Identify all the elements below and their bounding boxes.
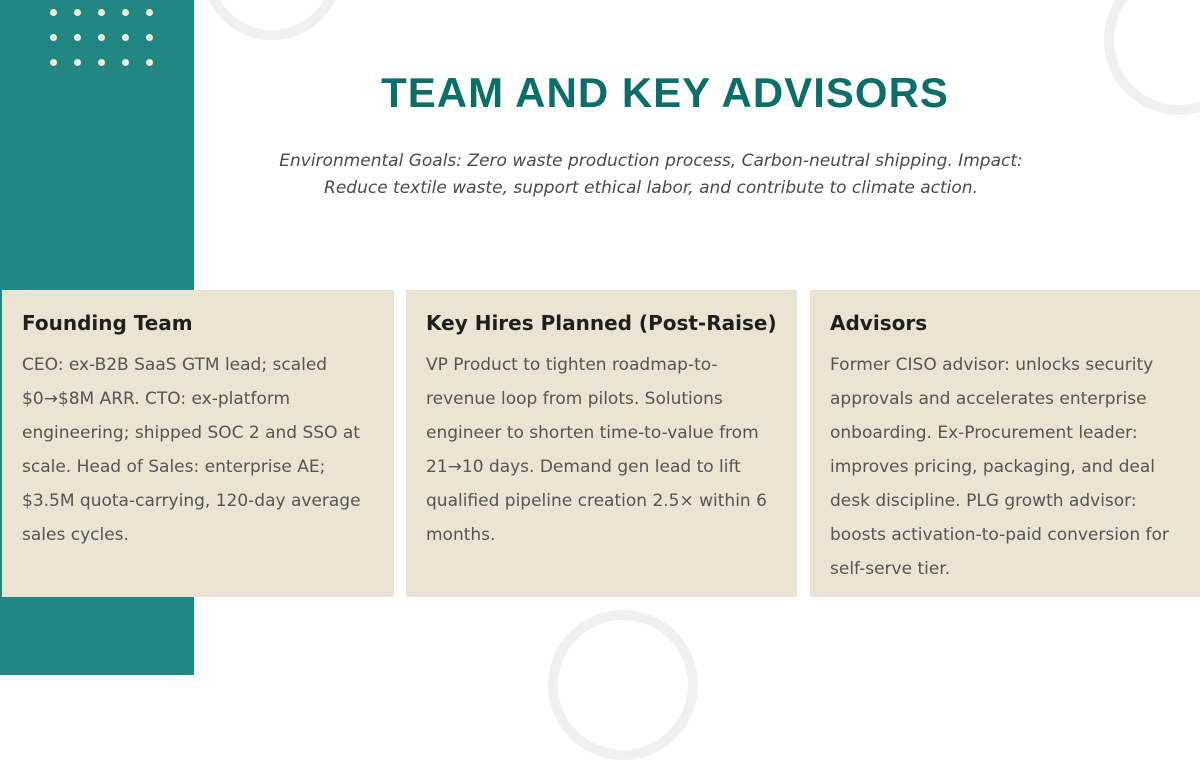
dot xyxy=(50,59,57,66)
card-body: CEO: ex-B2B SaaS GTM lead; scaled $0→$8M ARR. CTO: ex-platform engineering; shipped SOC 2 and SSO at scale. Head of Sales: enterprise AE; $3.5M quota-carrying, 120-day average sales cycles. xyxy=(22,355,361,545)
ring-decoration-top xyxy=(202,0,342,40)
slide-title: TEAM AND KEY ADVISORS xyxy=(381,69,949,116)
dot xyxy=(122,9,129,16)
dot xyxy=(146,34,153,41)
dot xyxy=(74,34,81,41)
card-body: VP Product to tighten roadmap-to-revenue loop from pilots. Solutions engineer to shorten time-to-value from 21→10 days. Demand gen lead to lift qualified pipeline creation 2.5× within 6 months. xyxy=(426,355,767,545)
card-heading: Advisors xyxy=(830,311,928,335)
founding-team-card xyxy=(2,290,394,597)
card-heading: Key Hires Planned (Post-Raise) xyxy=(426,311,777,335)
dot xyxy=(122,59,129,66)
dot xyxy=(98,9,105,16)
dot xyxy=(50,34,57,41)
key-hires-card xyxy=(406,290,797,597)
slide-subtitle: Environmental Goals: Zero waste production process, Carbon-neutral shipping. Impact: Reduce textile waste, support ethical labor, and contribute to climate action. xyxy=(279,151,1023,198)
dot xyxy=(74,59,81,66)
dot xyxy=(146,59,153,66)
ring-decoration-bottom xyxy=(548,610,698,760)
dot xyxy=(98,59,105,66)
dot xyxy=(50,9,57,16)
dot xyxy=(122,34,129,41)
dot xyxy=(98,34,105,41)
dot xyxy=(146,9,153,16)
advisors-card xyxy=(810,290,1200,597)
dot xyxy=(74,9,81,16)
card-heading: Founding Team xyxy=(22,311,193,335)
card-body: Former CISO advisor: unlocks security approvals and accelerates enterprise onboarding. Ex-Procurement leader: improves pricing, packaging, and deal desk discipline. PLG growth advisor: boosts activation-to-paid conversion for self-serve tier. xyxy=(830,355,1169,579)
dot-grid-decoration xyxy=(50,9,154,69)
